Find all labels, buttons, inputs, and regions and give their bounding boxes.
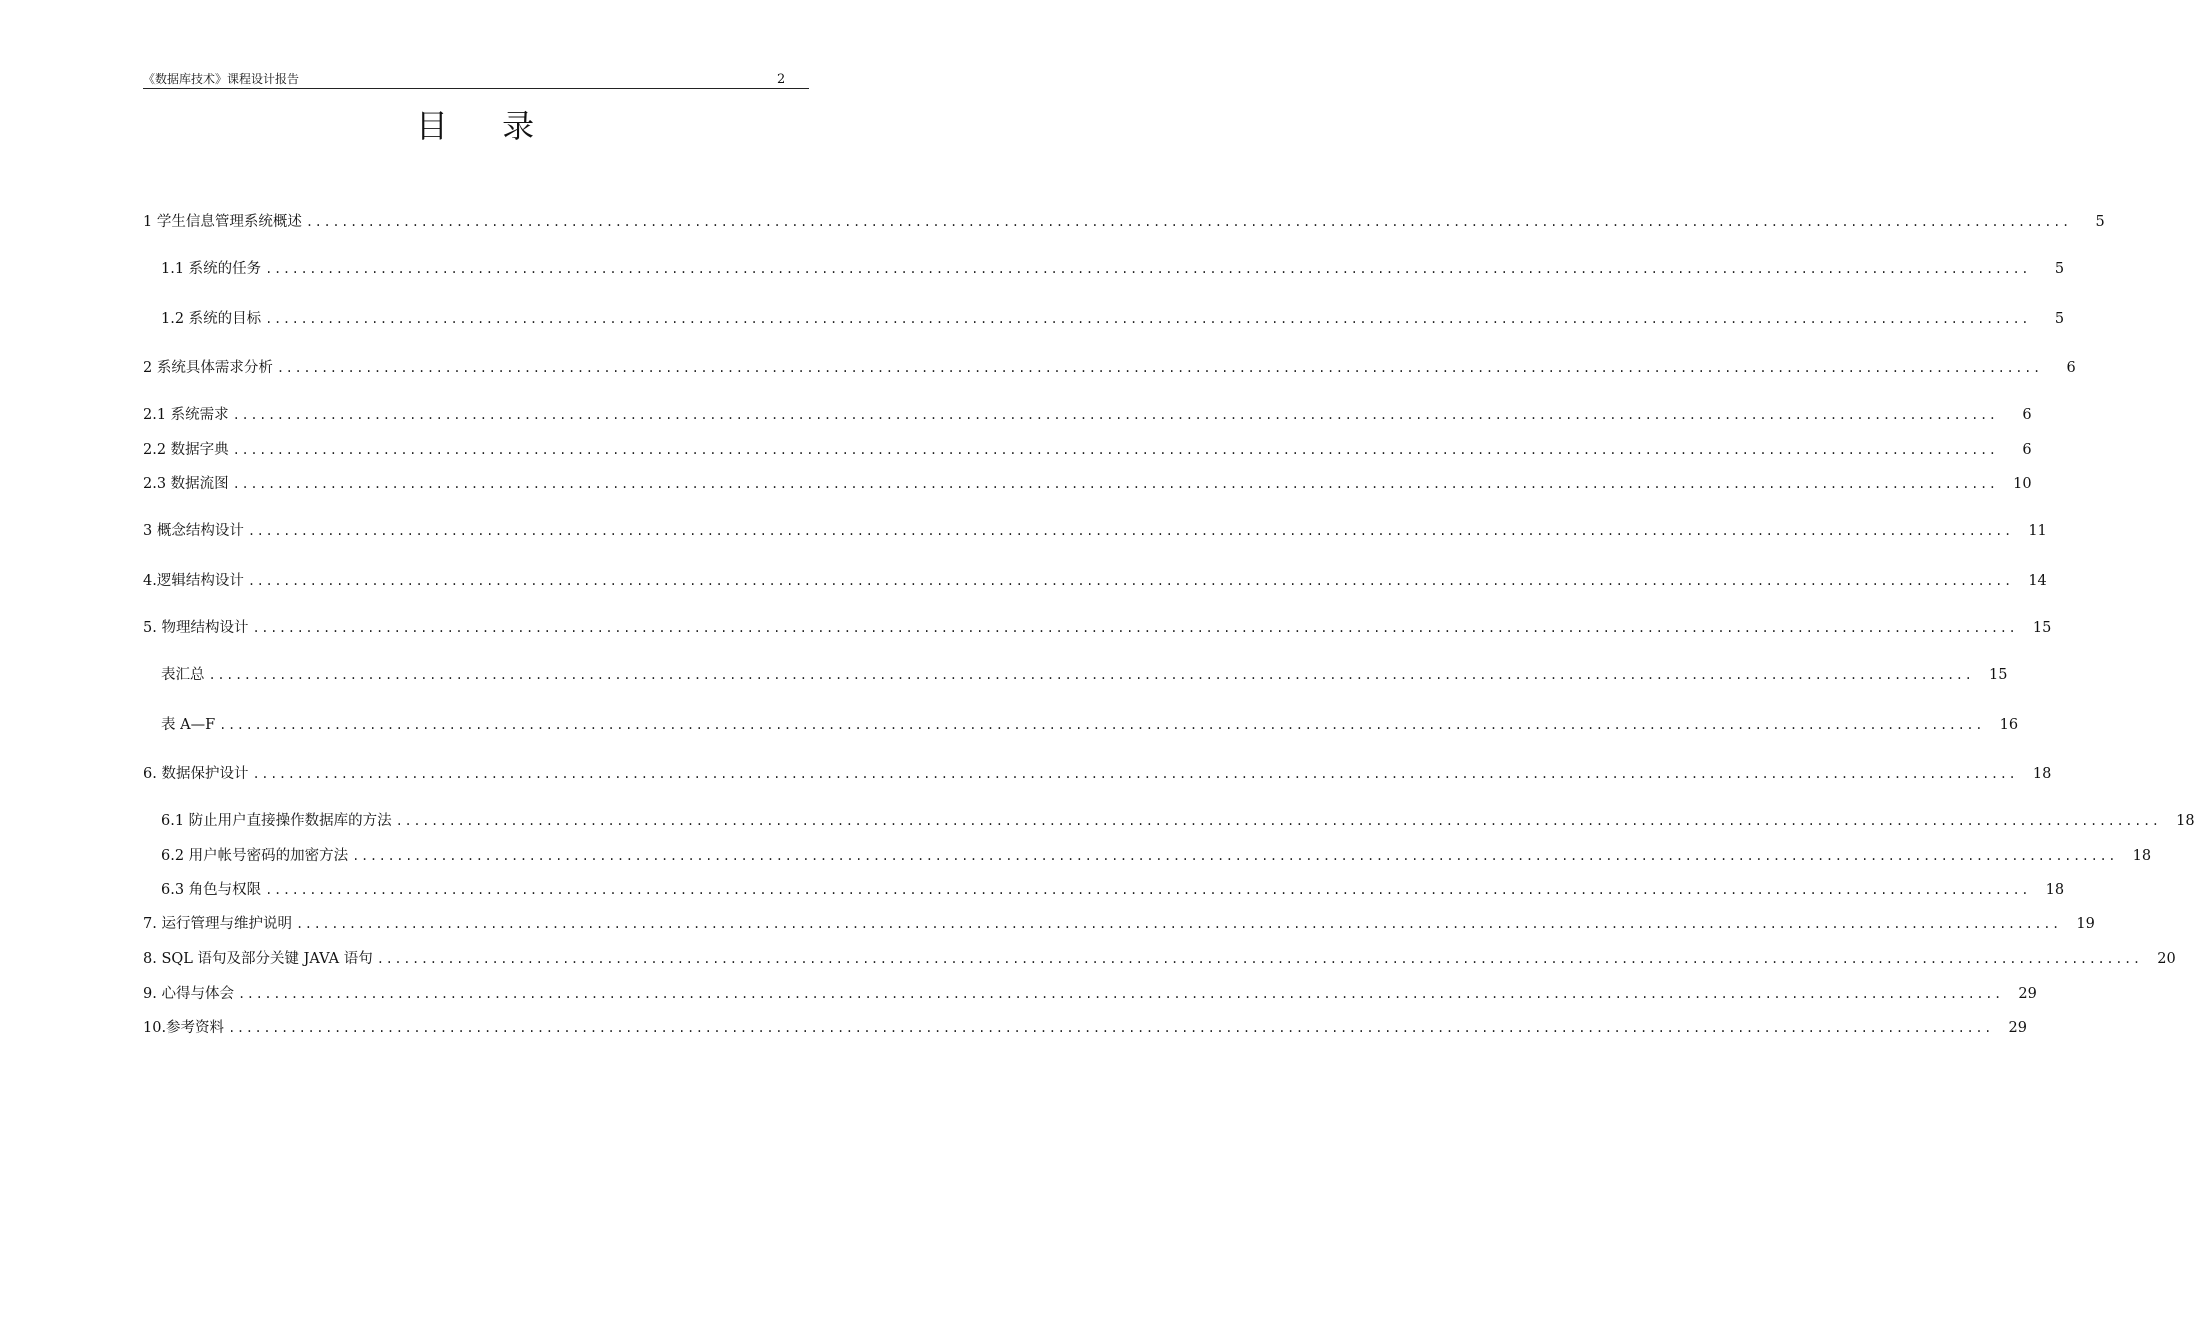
toc-entry[interactable] <box>161 665 2008 685</box>
toc-dot-leader: ........................................................................................................................................................................................................ <box>276 361 2042 375</box>
toc-entry[interactable] <box>161 811 2195 831</box>
toc-dot-leader: ........................................................................................................................................................................................................ <box>305 215 2071 229</box>
toc-entry[interactable] <box>161 880 2065 900</box>
toc-entry[interactable] <box>161 846 2152 866</box>
toc-entry-label: 6.3 角色与权限 <box>161 882 262 898</box>
toc-entry[interactable] <box>143 571 2047 591</box>
toc-dot-leader: ........................................................................................................................................................................................................ <box>232 477 1998 491</box>
toc-entry[interactable] <box>143 521 2047 541</box>
toc-entry-label: 5. 物理结构设计 <box>143 620 249 636</box>
toc-entry-label: 表汇总 <box>161 667 205 683</box>
toc-entry[interactable] <box>143 764 2052 784</box>
toc-entry-label: 8. SQL 语句及部分关键 JAVA 语句 <box>143 951 373 967</box>
toc-entry[interactable] <box>143 914 2095 934</box>
toc-dot-leader: ........................................................................................................................................................................................................ <box>232 443 1998 457</box>
toc-entry[interactable] <box>143 405 2032 425</box>
header-page-number: 2 <box>777 72 786 87</box>
toc-dot-leader: ........................................................................................................................................................................................................ <box>265 883 2031 897</box>
toc-entry[interactable] <box>161 309 2065 329</box>
toc-dot-leader: ........................................................................................................................................................................................................ <box>247 524 2013 538</box>
toc-dot-leader: ........................................................................................................................................................................................................ <box>247 574 2013 588</box>
toc-dot-leader: ........................................................................................................................................................................................................ <box>228 1021 1993 1035</box>
toc-dot-leader: ........................................................................................................................................................................................................ <box>252 621 2018 635</box>
toc-entry-page: 6 <box>2066 360 2076 376</box>
toc-entry-page: 18 <box>2045 882 2065 898</box>
toc-entry-label: 2 系统具体需求分析 <box>143 360 273 376</box>
toc-entry-label: 1.2 系统的目标 <box>161 311 262 327</box>
toc-dot-leader: ........................................................................................................................................................................................................ <box>395 814 2161 828</box>
toc-dot-leader: ........................................................................................................................................................................................................ <box>237 987 2003 1001</box>
toc-entry[interactable] <box>143 358 2076 378</box>
toc-entry[interactable] <box>161 715 2019 735</box>
toc-entry-label: 6.1 防止用户直接操作数据库的方法 <box>161 813 392 829</box>
toc-dot-leader: ........................................................................................................................................................................................................ <box>295 917 2061 931</box>
toc-dot-leader: ........................................................................................................................................................................................................ <box>219 718 1985 732</box>
toc-entry-page: 16 <box>1999 717 2019 733</box>
toc-entry-page: 18 <box>2132 848 2152 864</box>
toc-entry-page: 6 <box>2022 407 2032 423</box>
toc-entry-page: 5 <box>2054 261 2065 277</box>
toc-entry-page: 29 <box>2008 1020 2027 1036</box>
toc-entry-label: 4.逻辑结构设计 <box>143 573 244 589</box>
toc-heading: 目 录 <box>415 107 557 145</box>
toc-dot-leader: ........................................................................................................................................................................................................ <box>265 262 2031 276</box>
toc-dot-leader: ........................................................................................................................................................................................................ <box>208 668 1974 682</box>
toc-entry[interactable] <box>143 984 2037 1004</box>
toc-entry-page: 29 <box>2018 986 2037 1002</box>
toc-entry-page: 18 <box>2176 813 2195 829</box>
toc-entry-page: 15 <box>1988 667 2008 683</box>
toc-entry-label: 1.1 系统的任务 <box>161 261 262 277</box>
toc-entry[interactable] <box>143 474 2032 494</box>
toc-entry-label: 3 概念结构设计 <box>143 523 244 539</box>
toc-entry-label: 9. 心得与体会 <box>143 986 234 1002</box>
toc-entry[interactable] <box>143 1018 2027 1038</box>
toc-entry-page: 14 <box>2028 573 2047 589</box>
toc-entry[interactable] <box>143 949 2176 969</box>
toc-entry-page: 6 <box>2022 442 2032 458</box>
toc-entry-page: 11 <box>2028 523 2047 539</box>
toc-entry[interactable] <box>143 618 2052 638</box>
toc-entry-page: 5 <box>2095 214 2105 230</box>
toc-entry-label: 7. 运行管理与维护说明 <box>143 916 292 932</box>
toc-entry-label: 2.3 数据流图 <box>143 476 229 492</box>
toc-dot-leader: ........................................................................................................................................................................................................ <box>352 849 2118 863</box>
toc-entry-page: 18 <box>2032 766 2052 782</box>
toc-entry[interactable] <box>143 440 2032 460</box>
toc-entry-page: 10 <box>2013 476 2032 492</box>
toc-entry-label: 6. 数据保护设计 <box>143 766 249 782</box>
toc-dot-leader: ........................................................................................................................................................................................................ <box>265 312 2031 326</box>
toc-entry-label: 10.参考资料 <box>143 1020 225 1036</box>
header-document-title: 《数据库技术》课程设计报告 <box>143 72 300 86</box>
toc-entry-page: 20 <box>2157 951 2176 967</box>
toc-dot-leader: ........................................................................................................................................................................................................ <box>232 408 1998 422</box>
toc-dot-leader: ........................................................................................................................................................................................................ <box>252 767 2018 781</box>
toc-entry-page: 5 <box>2054 311 2065 327</box>
toc-entry[interactable] <box>161 259 2065 279</box>
toc-entry-label: 1 学生信息管理系统概述 <box>143 214 302 230</box>
toc-entry-label: 表 A—F <box>161 717 216 733</box>
toc-entry-label: 2.2 数据字典 <box>143 442 229 458</box>
toc-entry-label: 2.1 系统需求 <box>143 407 229 423</box>
toc-entry-page: 19 <box>2076 916 2095 932</box>
toc-entry[interactable] <box>143 212 2105 232</box>
toc-entry-label: 6.2 用户帐号密码的加密方法 <box>161 848 349 864</box>
toc-dot-leader: ........................................................................................................................................................................................................ <box>376 952 2142 966</box>
toc-entry-page: 15 <box>2032 620 2052 636</box>
